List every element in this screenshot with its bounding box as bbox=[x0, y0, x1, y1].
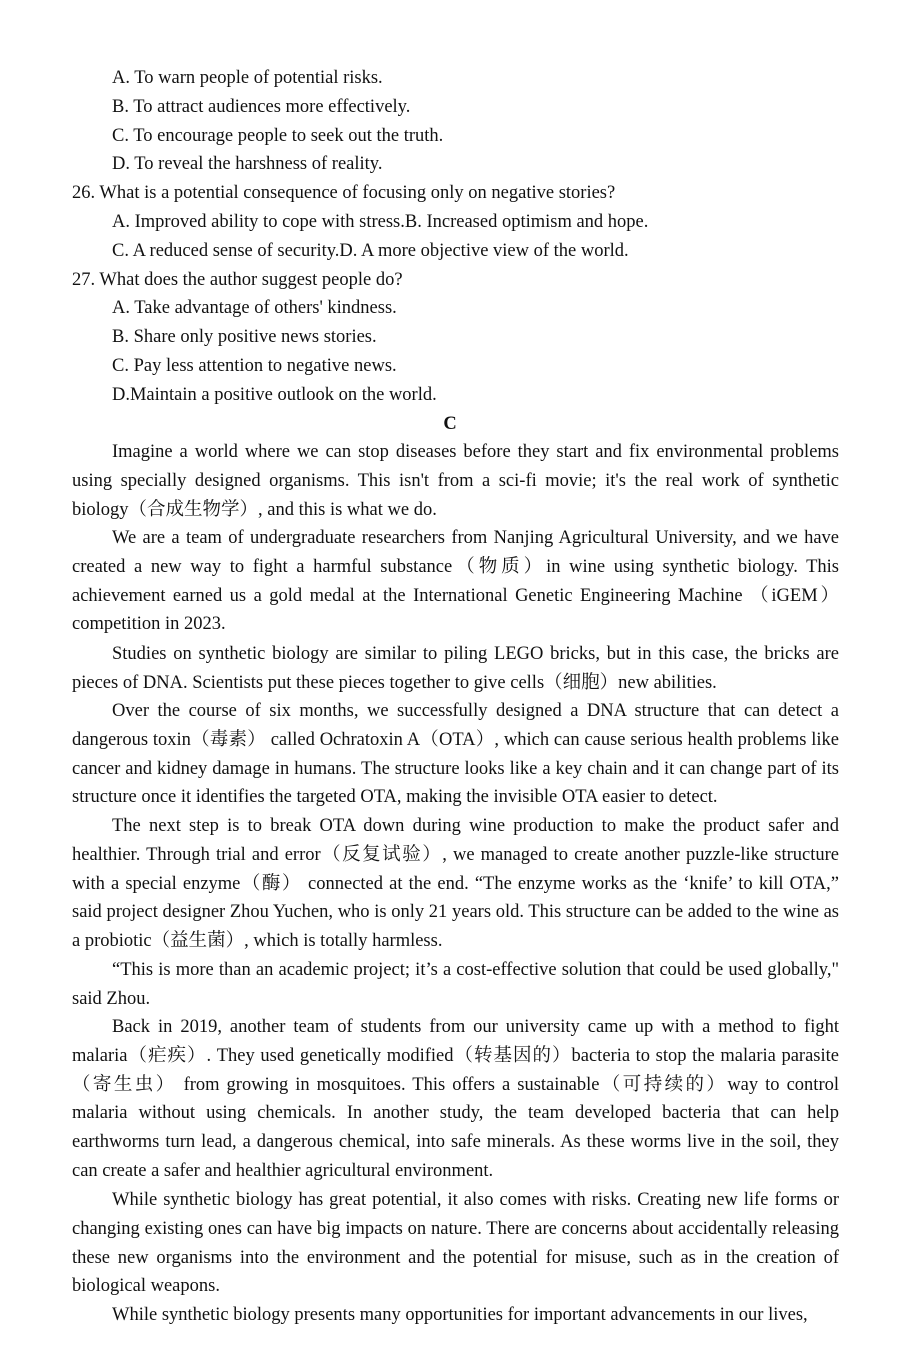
paragraph-8: While synthetic biology has great potential, it also comes with risks. Creating new life forms or changing existing ones can have big impacts on nature. There are concerns about accidentally releasing these new organisms into the environment and the potential for misuse, such as in the creation of biological weapons. bbox=[72, 1190, 839, 1297]
q26-options-line-1: A. Improved ability to cope with stress.B. Increased optimism and hope. bbox=[112, 212, 649, 232]
q26-options-line-2: C. A reduced sense of security.D. A more objective view of the world. bbox=[112, 241, 629, 261]
q27-option-d: D.Maintain a positive outlook on the world. bbox=[112, 385, 437, 405]
paragraph-9: While synthetic biology presents many opportunities for important advancements in our lives, bbox=[112, 1305, 808, 1325]
q27-stem: 27. What does the author suggest people do? bbox=[72, 270, 403, 290]
paragraph-3: Studies on synthetic biology are similar to piling LEGO bricks, but in this case, the bricks are pieces of DNA. Scientists put these pieces together to give cells（细胞）new abilities. bbox=[72, 644, 839, 693]
q26-stem: 26. What is a potential consequence of focusing only on negative stories? bbox=[72, 183, 616, 203]
paragraph-4: Over the course of six months, we successfully designed a DNA structure that can detect a dangerous toxin（毒素） called Ochratoxin A（OTA）, which can cause serious health problems like cancer and kidney damage in humans. The structure looks like a key chain and it can change part of its structure once it identifies the targeted OTA, making the invisible OTA easier to detect. bbox=[72, 701, 839, 808]
q27-option-c: C. Pay less attention to negative news. bbox=[112, 356, 397, 376]
q27-option-a: A. Take advantage of others' kindness. bbox=[112, 298, 397, 318]
q25-option-b: B. To attract audiences more effectively. bbox=[112, 97, 411, 117]
q27-option-b: B. Share only positive news stories. bbox=[112, 327, 377, 347]
q25-option-d: D. To reveal the harshness of reality. bbox=[112, 154, 383, 174]
paragraph-2: We are a team of undergraduate researchers from Nanjing Agricultural University, and we have created a new way to fight a harmful substance（物质）in wine using synthetic biology. This achievement earned us a gold medal at the International Genetic Engineering Machine （iGEM） competition in 2023. bbox=[72, 528, 839, 635]
section-c-heading: C bbox=[443, 414, 457, 434]
paragraph-6: “This is more than an academic project; it’s a cost-effective solution that could be used globally," said Zhou. bbox=[72, 960, 839, 1009]
paragraph-7: Back in 2019, another team of students from our university came up with a method to fight malaria（疟疾）. They used genetically modified（转基因的）bacteria to stop the malaria parasite （寄生虫） from growing in mosquitoes. This offers a sustainable（可持续的）way to control malaria without using chemicals. In another study, the team developed bacteria that can help earthworms turn lead, a dangerous chemical, into safe minerals. As these worms live in the soil, they can create a safer and healthier agricultural environment. bbox=[72, 1017, 839, 1181]
q25-option-c: C. To encourage people to seek out the truth. bbox=[112, 126, 444, 146]
paragraph-5: The next step is to break OTA down during wine production to make the product safer and healthier. Through trial and error（反复试验）, we managed to create another puzzle-like structure with a special enzyme（酶） connected at the end. “The enzyme works as the ‘knife’ to kill OTA,” said project designer Zhou Yuchen, who is only 21 years old. This structure can be added to the wine as a probiotic（益生菌）, which is totally harmless. bbox=[72, 816, 839, 952]
q25-option-a: A. To warn people of potential risks. bbox=[112, 68, 383, 88]
paragraph-1: Imagine a world where we can stop diseases before they start and fix environmental problems using specially designed organisms. This isn't from a sci-fi movie; it's the real work of synthetic biology（合成生物学）, and this is what we do. bbox=[72, 442, 839, 520]
